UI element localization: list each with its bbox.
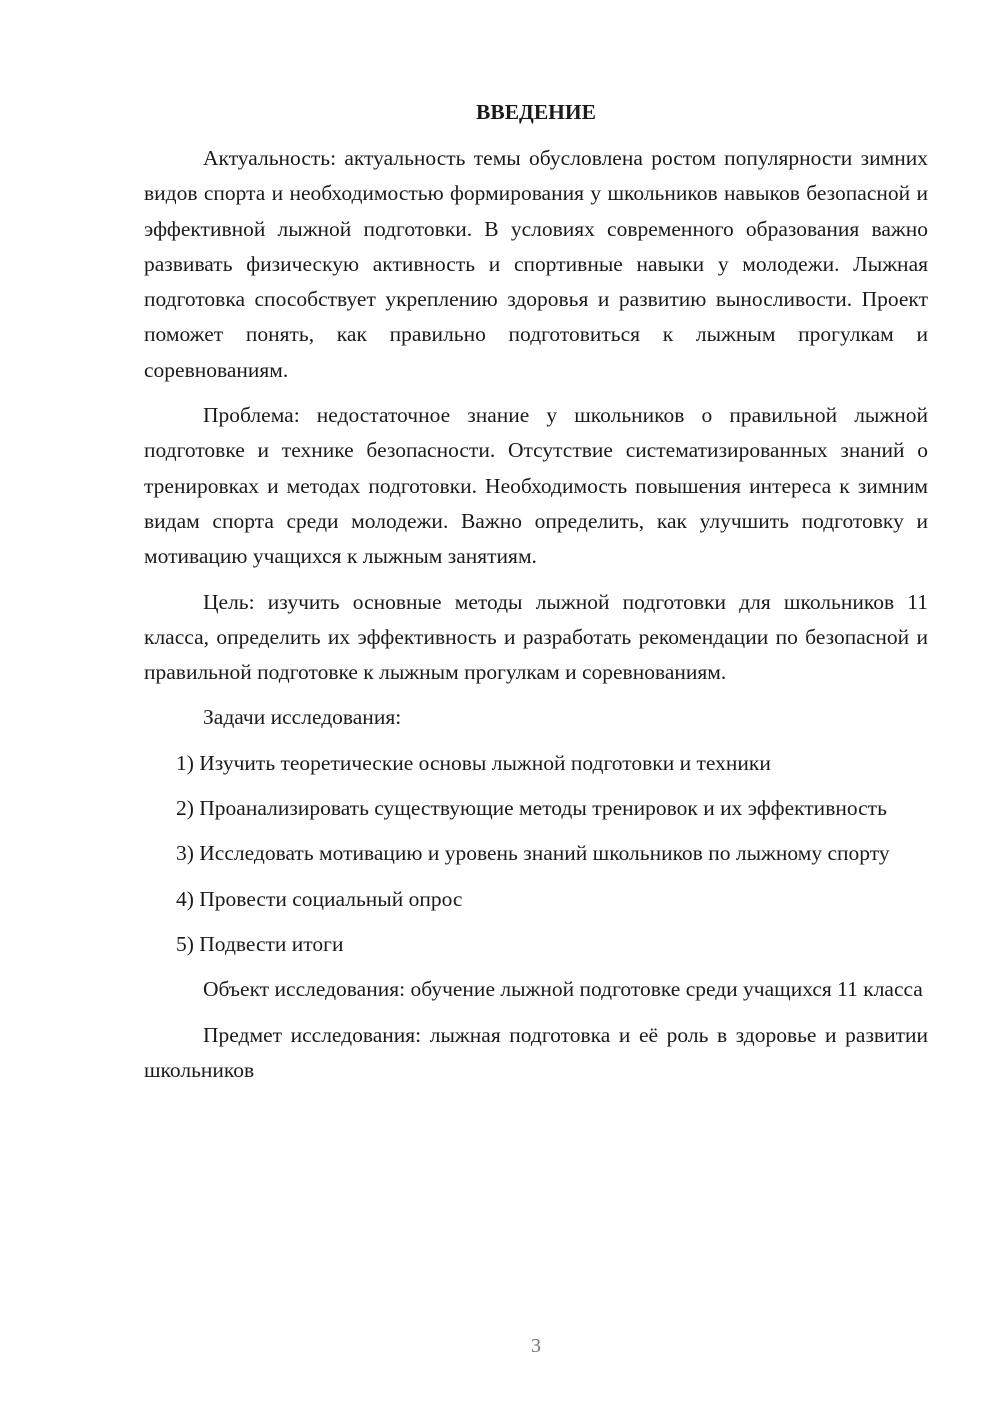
object-paragraph: Объект исследования: обучение лыжной подготовке среди учащихся 11 класса (203, 977, 923, 1002)
section-title: ВВЕДЕНИЕ (476, 100, 596, 124)
problem-paragraph: Проблема: недостаточное знание у школьников о правильной лыжной подготовке и технике безопасности. Отсутствие систематизированных знаний о тренировках и методах подготовки. Необходимость повышения интереса к зимним видам спорта среди молодежи. Важно определить, как улучшить подготовку и мотивацию учащихся к лыжным занятиям. (144, 403, 928, 569)
task-item: 3) Исследовать мотивацию и уровень знаний школьников по лыжному спорту (176, 841, 890, 866)
page-number: 3 (531, 1335, 541, 1357)
page-content (144, 95, 928, 1098)
task-item: 4) Провести социальный опрос (176, 886, 463, 911)
task-item: 2) Проанализировать существующие методы тренировок и их эффективность (176, 796, 887, 821)
tasks-heading: Задачи исследования: (203, 705, 402, 730)
subject-paragraph: Предмет исследования: лыжная подготовка и её роль в здоровье и развитии школьников (144, 1022, 928, 1082)
relevance-paragraph: Актуальность: актуальность темы обусловлена ростом популярности зимних видов спорта и необходимостью формирования у школьников навыков безопасной и эффективной лыжной подготовки. В условиях современного образования важно развивать физическую активность и спортивные навыки у молодежи. Лыжная подготовка способствует укреплению здоровья и развитию выносливости. Проект поможет понять, как правильно подготовиться к лыжным прогулкам и соревнованиям. (144, 146, 928, 382)
task-item: 1) Изучить теоретические основы лыжной подготовки и техники (176, 750, 771, 775)
goal-paragraph: Цель: изучить основные методы лыжной подготовки для школьников 11 класса, определить их эффективность и разработать рекомендации по безопасной и правильной подготовке к лыжным прогулкам и соревнованиям. (144, 589, 928, 685)
task-item: 5) Подвести итоги (176, 931, 344, 956)
